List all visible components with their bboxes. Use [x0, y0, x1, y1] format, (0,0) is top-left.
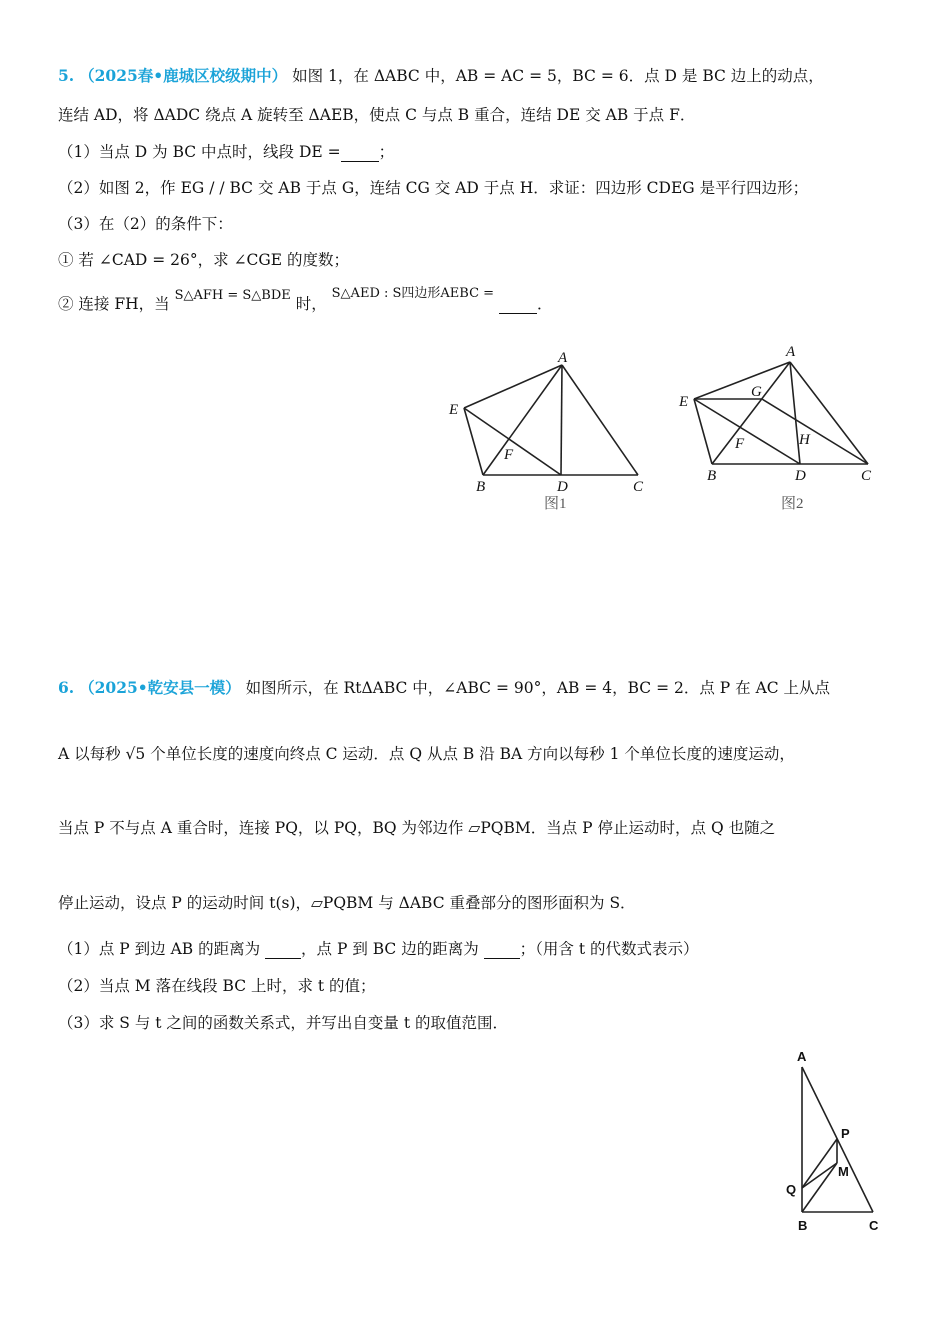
- fig3-label-B: B: [798, 1218, 808, 1233]
- fig2-label-F: F: [735, 436, 745, 452]
- figure-1: [440, 345, 660, 520]
- fig2-label-C: C: [861, 468, 872, 484]
- problem5-text-2: 连结 AD，将 ΔADC 绕点 A 旋转至 ΔAEB，使点 C 与点 B 重合，连结 DE 交 AB 于点 F．: [58, 106, 696, 124]
- fig2-caption: 图2: [781, 496, 804, 512]
- fig1-label-B: B: [476, 479, 486, 495]
- problem5-number: 5.: [58, 66, 75, 85]
- answer-blank[interactable]: [265, 940, 301, 959]
- fig2-label-D: D: [795, 468, 806, 484]
- problem6-text-3: 当点 P 不与点 A 重合时，连接 PQ，以 PQ，BQ 为邻边作 ▱PQBM．当点 P 停止运动时，点 Q 也随之: [58, 819, 776, 837]
- problem6-q1: [58, 937, 699, 959]
- problem5-q3b-end: ．: [537, 295, 553, 313]
- problem5-q3b-pre: ② 连接 FH，当: [58, 295, 170, 313]
- answer-blank[interactable]: [499, 295, 537, 314]
- fig1-label-C: C: [633, 479, 644, 495]
- problem6-line1: [58, 676, 830, 698]
- fig1-label-F: F: [504, 447, 514, 463]
- fig2-label-E: E: [679, 394, 689, 410]
- problem5-q1: [58, 140, 394, 162]
- fig2-label-G: G: [751, 384, 762, 400]
- fig3-label-Q: Q: [786, 1182, 797, 1197]
- problem5-q3: （3）在（2）的条件下：: [58, 215, 233, 233]
- problem6-source: （2025•乾安县一模）: [79, 678, 241, 697]
- fig2-label-H: H: [799, 432, 810, 448]
- fig1-caption: 图1: [544, 496, 567, 512]
- fig1-label-D: D: [557, 479, 568, 495]
- figure-problem6: [780, 1045, 890, 1240]
- fig3-label-M: M: [838, 1164, 849, 1179]
- problem6-text-4: 停止运动，设点 P 的运动时间 t(s)，▱PQBM 与 ΔABC 重叠部分的图形面积为 S．: [58, 894, 636, 912]
- problem6-q1-mid: ，点 P 到 BC 边的距离为: [301, 940, 479, 958]
- problem5-q3b-condition: S△AFH = S△BDE: [174, 288, 291, 303]
- problem5-q3b-ratio: S△AED : S四边形AEBC =: [331, 286, 495, 301]
- problem5-line1: [58, 64, 824, 86]
- problem5-q1-end: ；: [378, 143, 395, 161]
- fig1-label-A: A: [558, 350, 568, 366]
- problem5-q1-text: （1）当点 D 为 BC 中点时，线段 DE =: [58, 143, 341, 161]
- problem6-text-2: A 以每秒 √5 个单位长度的速度向终点 C 运动．点 Q 从点 B 沿 BA 方向以每秒 1 个单位长度的速度运动，: [58, 745, 795, 763]
- answer-blank[interactable]: [484, 940, 520, 959]
- problem5-q3a: ① 若 ∠CAD = 26°，求 ∠CGE 的度数；: [58, 251, 350, 269]
- fig3-label-A: A: [797, 1049, 807, 1064]
- problem5-source: （2025春•鹿城区校级期中）: [79, 66, 288, 85]
- fig1-label-E: E: [449, 402, 459, 418]
- problem6-q2: （2）当点 M 落在线段 BC 上时，求 t 的值；: [58, 977, 376, 995]
- problem6-number: 6.: [58, 678, 75, 697]
- problem6-q3: （3）求 S 与 t 之间的函数关系式，并写出自变量 t 的取值范围．: [58, 1014, 509, 1032]
- problem6-text-1: 如图所示，在 RtΔABC 中，∠ABC = 90°，AB = 4，BC = 2．点 P 在 AC 上从点: [245, 679, 831, 697]
- problem6-q1-text: （1）点 P 到边 AB 的距离为: [58, 940, 261, 958]
- fig2-label-A: A: [786, 344, 796, 360]
- problem5-q2: （2）如图 2，作 EG / / BC 交 AB 于点 G，连结 CG 交 AD 于点 H．求证：四边形 CDEG 是平行四边形；: [58, 179, 809, 197]
- figure-2: [672, 340, 887, 520]
- problem6-q1-end: ；（用含 t 的代数式表示）: [519, 940, 699, 958]
- fig3-label-P: P: [841, 1126, 850, 1141]
- fig2-label-B: B: [707, 468, 717, 484]
- problem5-q3b: [58, 286, 553, 314]
- problem5-text-1: 如图 1，在 ΔABC 中，AB = AC = 5，BC = 6．点 D 是 BC 边上的动点，: [292, 67, 824, 85]
- problem5-q3b-mid: 时，: [295, 295, 327, 313]
- fig3-label-C: C: [869, 1218, 879, 1233]
- answer-blank[interactable]: [341, 143, 379, 162]
